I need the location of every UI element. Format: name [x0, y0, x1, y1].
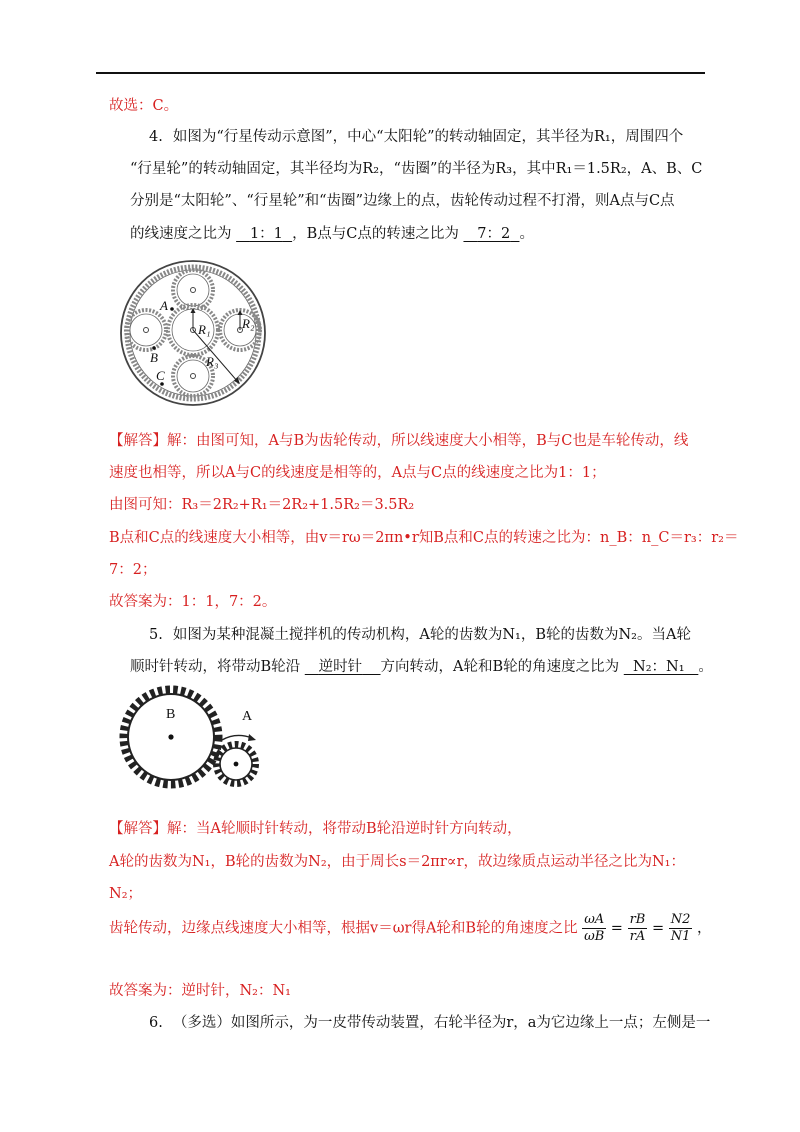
q4-line-4-mid: ，B点与C点的转速之比为: [292, 226, 459, 242]
q4-answer-blank-2: 7：2: [477, 226, 511, 242]
label-gear-b: B: [166, 707, 176, 722]
q5-answer-summary: 故答案为：逆时针，N₂：N₁: [109, 983, 291, 999]
planetary-gear-figure: [118, 258, 268, 408]
q6-text-1: （多选）如图所示，为一皮带传动装置，右轮半径为r，a为它边缘上一点；左侧是一: [172, 1015, 711, 1031]
q5-number: 5.: [149, 627, 163, 643]
point-a: [170, 307, 174, 311]
q5-solution-2: A轮的齿数为N₁，B轮的齿数为N₂，由于周长s＝2πr∝r，故边缘质点运动半径之比为N₁：: [109, 854, 685, 870]
fraction-teeth: $\frac{N2}{N1}$: [670, 912, 691, 944]
label-gear-a: A: [242, 709, 253, 724]
q4-answer-blank-1: 1：1: [249, 226, 283, 242]
q4-number: 4.: [149, 129, 163, 145]
q5-line-2-post: 。: [698, 659, 713, 675]
q5-solution-3: N₂；: [109, 886, 143, 902]
q4-solution-1: 【解答】解：由图可知，A与B为齿轮传动，所以线速度大小相等，B与C也是车轮传动，线: [109, 433, 689, 449]
label-r1: R₁: [198, 322, 211, 337]
fraction-radius: $\frac{rB}{rA}$: [629, 912, 646, 944]
q4-line-4-post: 。: [519, 226, 534, 242]
previous-answer: 故选：C。: [109, 98, 179, 114]
q4-line-4: [130, 224, 534, 244]
q4-solution-4: B点和C点的线速度大小相等，由v＝rω＝2πn•r知B点和C点的转速之比为：n_B：n_C＝r₃：r₂＝: [109, 530, 739, 546]
rotation-arrow: [222, 735, 252, 740]
q5-answer-blank-1: 逆时针: [318, 659, 363, 675]
q4-solution-5: 7：2；: [109, 562, 157, 578]
q4-line-3: 分别是“太阳轮”、“行星轮”和“齿圈”边缘上的点，齿轮传动过程不打滑，则A点与C点: [130, 193, 675, 209]
gear-a-center: [234, 762, 239, 767]
q5-text-1: 如图为某种混凝土搅拌机的传动机构，A轮的齿数为N₁，B轮的齿数为N₂。当A轮: [172, 627, 691, 643]
q6-number: 6.: [149, 1015, 163, 1031]
q4-answer-summary: 故答案为：1：1，7：2。: [109, 594, 277, 610]
q4-solution-3: 由图可知：R₃＝2R₂+R₁＝2R₂+1.5R₂＝3.5R₂: [109, 497, 415, 513]
q5-answer-blank-2: N₂：N₁: [633, 659, 685, 675]
label-r2: R₂: [242, 316, 255, 331]
q5-line-1: [149, 625, 691, 645]
gear-b-center: [168, 734, 173, 739]
q5-solution-4: 齿轮传动，边缘点线速度大小相等，根据v＝ωr得A轮和B轮的角速度之比 $\frac{\omega A}{\omega B}$ = $\frac{rB}{rA}$ = $\frac{N2}{N1}$ ，: [109, 912, 712, 944]
label-b: B: [150, 350, 158, 365]
fraction-omega: $\frac{\omega A}{\omega B}$: [584, 912, 605, 944]
label-c: C: [156, 368, 165, 383]
q6-line-1: [149, 1013, 710, 1033]
q5-line-2: [130, 657, 713, 677]
q4-line-2: “行星轮”的转动轴固定，其半径均为R₂，“齿圈”的半径为R₃，其中R₁＝1.5R₂，A、B、C: [130, 161, 703, 177]
q5-line-2-mid: 方向转动，A轮和B轮的角速度之比为: [380, 659, 620, 675]
q5-line-2-pre: 顺时针转动，将带动B轮沿: [130, 659, 301, 675]
label-r3: R₃: [206, 354, 219, 369]
mixer-gear-figure: [118, 680, 278, 800]
q5-solution-4-text: 齿轮传动，边缘点线速度大小相等，根据v＝ωr得A轮和B轮的角速度之比: [109, 920, 578, 937]
q5-solution-1: 【解答】解：当A轮顺时针转动，将带动B轮沿逆时针方向转动，: [109, 821, 522, 837]
q4-text-1: 如图为“行星传动示意图”，中心“太阳轮”的转动轴固定，其半径为R₁，周围四个: [172, 129, 684, 145]
q4-line-1: [149, 127, 683, 147]
label-a: A: [160, 298, 168, 313]
q4-line-4-pre: 的线速度之比为: [130, 226, 232, 242]
header-rule: [96, 72, 705, 74]
q4-solution-2: 速度也相等，所以A与C的线速度是相等的，A点与C点的线速度之比为1：1；: [109, 465, 606, 481]
